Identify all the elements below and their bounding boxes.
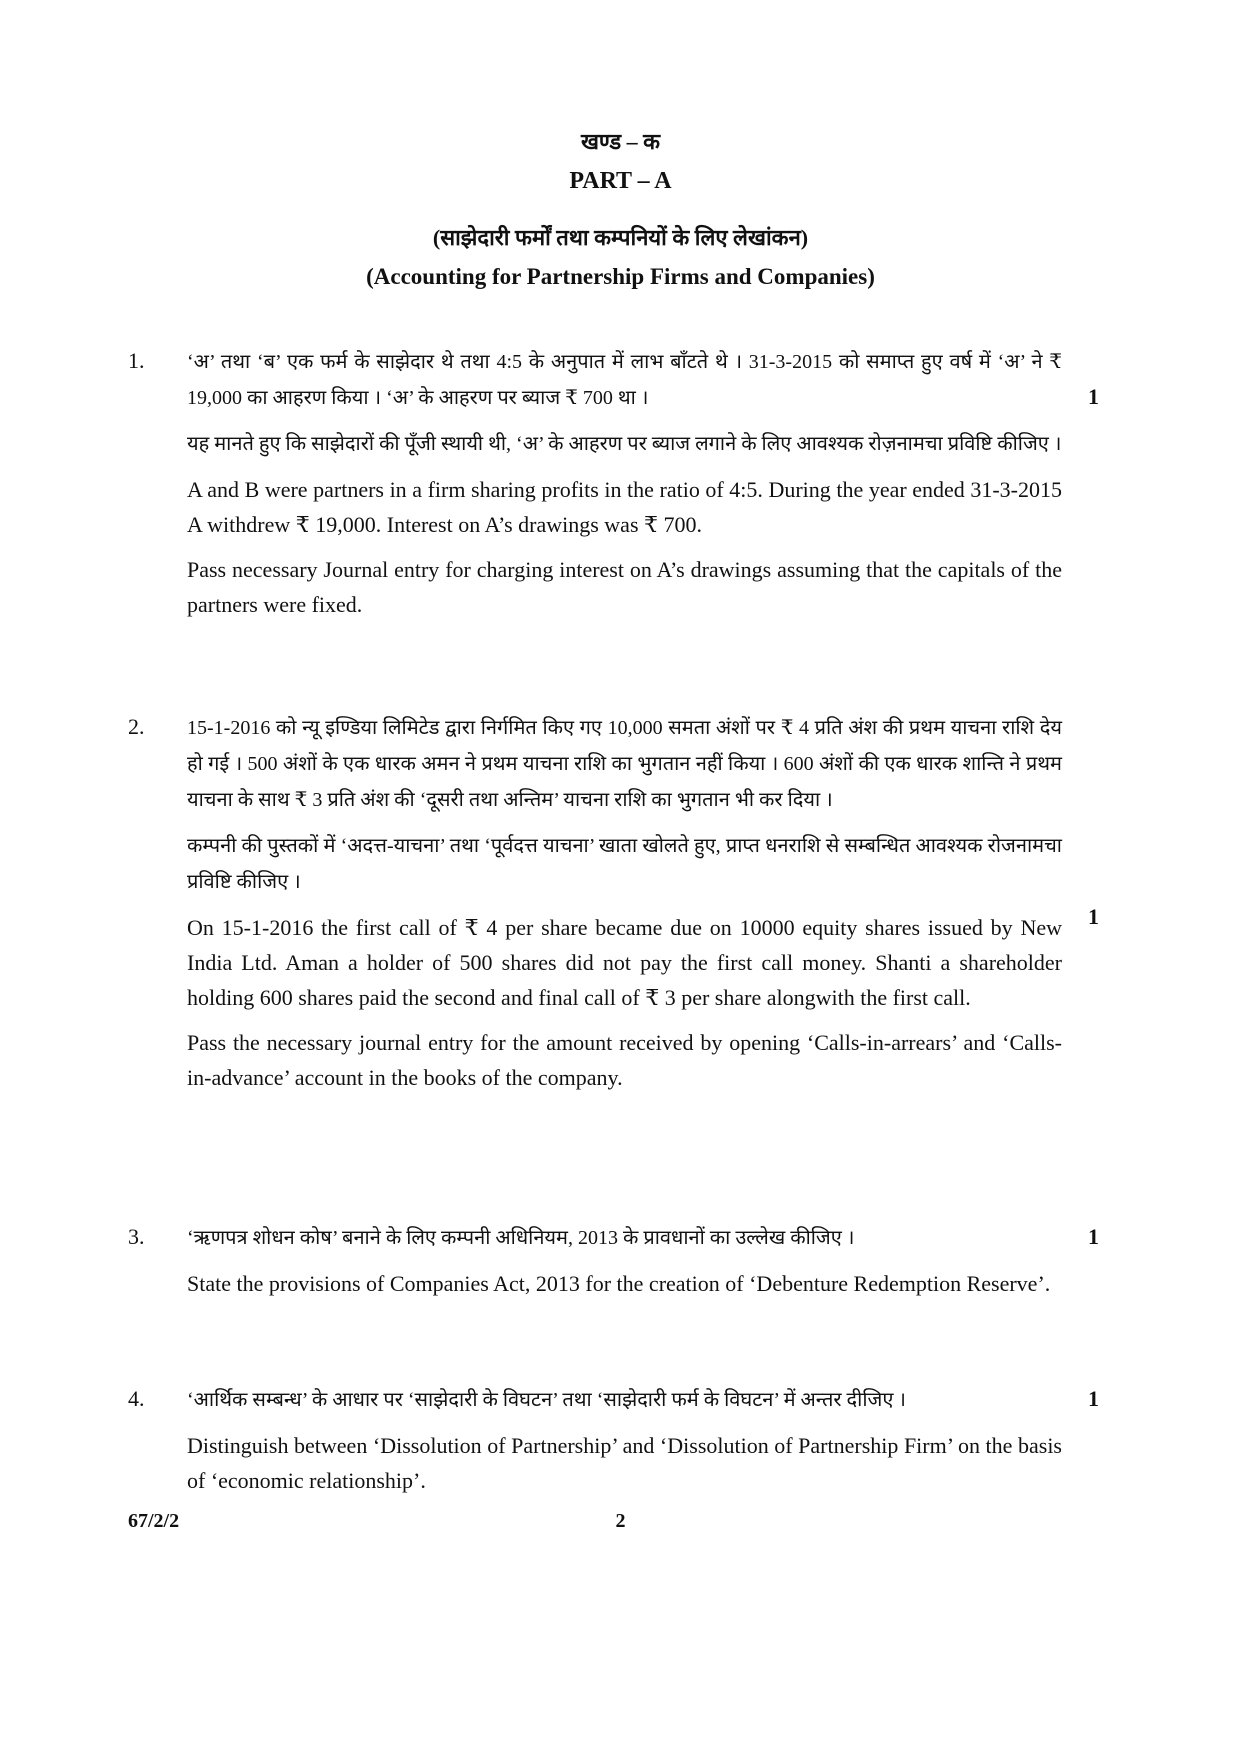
question-body: [187, 710, 1062, 1105]
question-number: 3.: [128, 1224, 145, 1249]
question-text-english: On 15-1-2016 the first call of ₹ 4 per share became due on 10000 equity shares issued by New India Ltd. Aman a holder of 500 shares did not pay the first call money. Shanti a shareholder holding 600 shares paid the second and final call of ₹ 3 per share alongwith the first call.: [187, 915, 1062, 1010]
question-text-english: State the provisions of Companies Act, 2013 for the creation of ‘Debenture Redemption Reserve’.: [187, 1271, 1051, 1296]
part-title: PART – A: [569, 168, 672, 194]
question-instruction-hindi: कम्पनी की पुस्तकों में ‘अदत्त-याचना’ तथा ‘पूर्वदत्त याचना’ खाता खोलते हुए, प्राप्त धनराशि से सम्बन्धित आवश्यक रोजनामचा प्रविष्टि कीजिए ।: [187, 835, 1062, 893]
marks: 1: [1088, 904, 1099, 929]
marks: 1: [1088, 1224, 1099, 1249]
question-text-hindi: ‘ऋणपत्र शोधन कोष’ बनाने के लिए कम्पनी अधिनियम, 2013 के प्रावधानों का उल्लेख कीजिए ।: [187, 1227, 855, 1249]
question-instruction-english: Pass necessary Journal entry for charging interest on A’s drawings assuming that the capitals of the partners were fixed.: [187, 557, 1062, 617]
question-instruction-english: Pass the necessary journal entry for the amount received by opening ‘Calls-in-arrears’ and ‘Calls-in-advance’ account in the books of the company.: [187, 1030, 1062, 1090]
question-number: 4.: [128, 1386, 145, 1411]
question-text-hindi: ‘आर्थिक सम्बन्ध’ के आधार पर ‘साझेदारी के विघटन’ तथा ‘साझेदारी फर्म के विघटन’ में अन्तर दीजिए ।: [187, 1389, 907, 1411]
marks: 1: [1088, 384, 1099, 409]
question-text-hindi: ‘अ’ तथा ‘ब’ एक फर्म के साझेदार थे तथा 4:5 के अनुपात में लाभ बाँटते थे । 31-3-2015 को समाप्त हुए वर्ष में ‘अ’ ने ₹ 19,000 का आहरण किया । ‘अ’ के आहरण पर ब्याज ₹ 700 था ।: [187, 351, 1062, 409]
question-body: [187, 1220, 1062, 1311]
question-number: 1.: [128, 348, 145, 373]
question-number: 2.: [128, 714, 145, 739]
question-text-english: Distinguish between ‘Dissolution of Partnership’ and ‘Dissolution of Partnership Firm’ on the basis of ‘economic relationship’.: [187, 1433, 1062, 1493]
paper-code: 67/2/2: [128, 1510, 180, 1532]
question-text-hindi: 15-1-2016 को न्यू इण्डिया लिमिटेड द्वारा निर्गमित किए गए 10,000 समता अंशों पर ₹ 4 प्रति अंश की प्रथम याचना राशि देय हो गई । 500 अंशों के एक धारक अमन ने प्रथम याचना राशि का भुगतान नहीं किया । 600 अंशों की एक धारक शान्ति ने प्रथम याचना के साथ ₹ 3 प्रति अंश की ‘दूसरी तथा अन्तिम’ याचना राशि का भुगतान भी कर दिया ।: [187, 717, 1062, 811]
section-subtitle-hindi: (साझेदारी फर्मों तथा कम्पनियों के लिए लेखांकन): [432, 225, 809, 250]
question-instruction-hindi: यह मानते हुए कि साझेदारों की पूँजी स्थायी थी, ‘अ’ के आहरण पर ब्याज लगाने के लिए आवश्यक रोज़नामचा प्रविष्टि कीजिए ।: [187, 433, 1062, 455]
question-body: [187, 1382, 1062, 1508]
question-body: [187, 344, 1062, 632]
section-title-hindi: खण्ड – क: [580, 129, 661, 154]
marks: 1: [1088, 1386, 1099, 1411]
section-subtitle-english: (Accounting for Partnership Firms and Companies): [366, 264, 875, 289]
question-text-english: A and B were partners in a firm sharing profits in the ratio of 4:5. During the year ended 31-3-2015 A withdrew ₹ 19,000. Interest on A’s drawings was ₹ 700.: [187, 477, 1062, 537]
page-number: 2: [615, 1510, 626, 1532]
